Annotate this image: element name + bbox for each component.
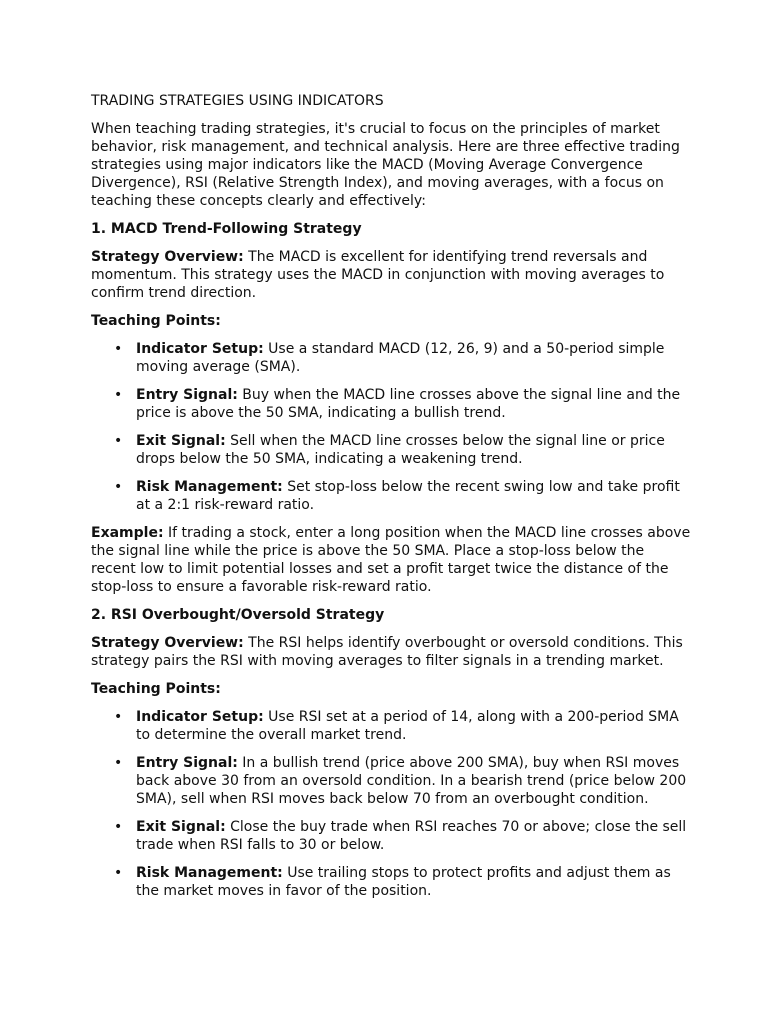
overview-label: Strategy Overview:: [91, 249, 244, 265]
point-label: Exit Signal:: [136, 433, 226, 449]
point-text: Use a standard MACD (12, 26, 9) and a 50-period simple moving average (SMA).: [136, 341, 665, 375]
section-1-points-list: [91, 340, 691, 514]
point-text: Set stop-loss below the recent swing low and take profit at a 2:1 risk-reward ratio.: [136, 479, 680, 513]
point-label: Indicator Setup:: [136, 709, 264, 725]
list-item: [136, 818, 691, 854]
document-body: [91, 92, 691, 900]
section-1-example: [91, 524, 691, 596]
example-text: If trading a stock, enter a long position when the MACD line crosses above the signal line while the price is above the 50 SMA. Place a stop-loss below the recent low to limit potential losses and set a profit target twice the distance of the stop-loss to ensure a favorable risk-reward ratio.: [91, 525, 691, 595]
list-item: [136, 386, 691, 422]
overview-text: The RSI helps identify overbought or oversold conditions. This strategy pairs the RSI with moving averages to filter signals in a trending market.: [91, 635, 683, 669]
overview-label: Strategy Overview:: [91, 635, 244, 651]
list-item: [136, 864, 691, 900]
section-2-overview: [91, 634, 691, 670]
point-label: Exit Signal:: [136, 819, 226, 835]
point-label: Indicator Setup:: [136, 341, 264, 357]
point-text: Use trailing stops to protect profits and adjust them as the market moves in favor of the position.: [136, 865, 671, 899]
example-label: Example:: [91, 525, 164, 541]
intro-paragraph: When teaching trading strategies, it's crucial to focus on the principles of market behavior, risk management, and technical analysis. Here are three effective trading strategies using major indicators like the MACD (Moving Average Convergence Divergence), RSI (Relative Strength Index), and moving averages, with a focus on teaching these concepts clearly and effectively:: [91, 121, 680, 209]
point-label: Entry Signal:: [136, 387, 238, 403]
list-item: [136, 708, 691, 744]
point-text: In a bullish trend (price above 200 SMA), buy when RSI moves back above 30 from an oversold condition. In a bearish trend (price below 200 SMA), sell when RSI moves back below 70 from an overbought condition.: [136, 755, 687, 807]
section-1-heading: 1. MACD Trend-Following Strategy: [91, 221, 362, 237]
list-item: [136, 754, 691, 808]
point-text: Use RSI set at a period of 14, along with a 200-period SMA to determine the overall market trend.: [136, 709, 679, 743]
list-item: [136, 478, 691, 514]
section-2-points-list: [91, 708, 691, 900]
section-1-overview: [91, 248, 691, 302]
point-label: Risk Management:: [136, 865, 283, 881]
document-title: TRADING STRATEGIES USING INDICATORS: [91, 93, 384, 109]
section-1-teaching-points-heading: Teaching Points:: [91, 313, 221, 329]
point-text: Close the buy trade when RSI reaches 70 or above; close the sell trade when RSI falls to 30 or below.: [136, 819, 687, 853]
list-item: [136, 432, 691, 468]
point-text: Buy when the MACD line crosses above the signal line and the price is above the 50 SMA, indicating a bullish trend.: [136, 387, 681, 421]
point-label: Entry Signal:: [136, 755, 238, 771]
section-2-teaching-points-heading: Teaching Points:: [91, 681, 221, 697]
point-text: Sell when the MACD line crosses below the signal line or price drops below the 50 SMA, indicating a weakening trend.: [136, 433, 665, 467]
overview-text: The MACD is excellent for identifying trend reversals and momentum. This strategy uses the MACD in conjunction with moving averages to confirm trend direction.: [91, 249, 665, 301]
section-2-heading: 2. RSI Overbought/Oversold Strategy: [91, 607, 385, 623]
point-label: Risk Management:: [136, 479, 283, 495]
list-item: [136, 340, 691, 376]
